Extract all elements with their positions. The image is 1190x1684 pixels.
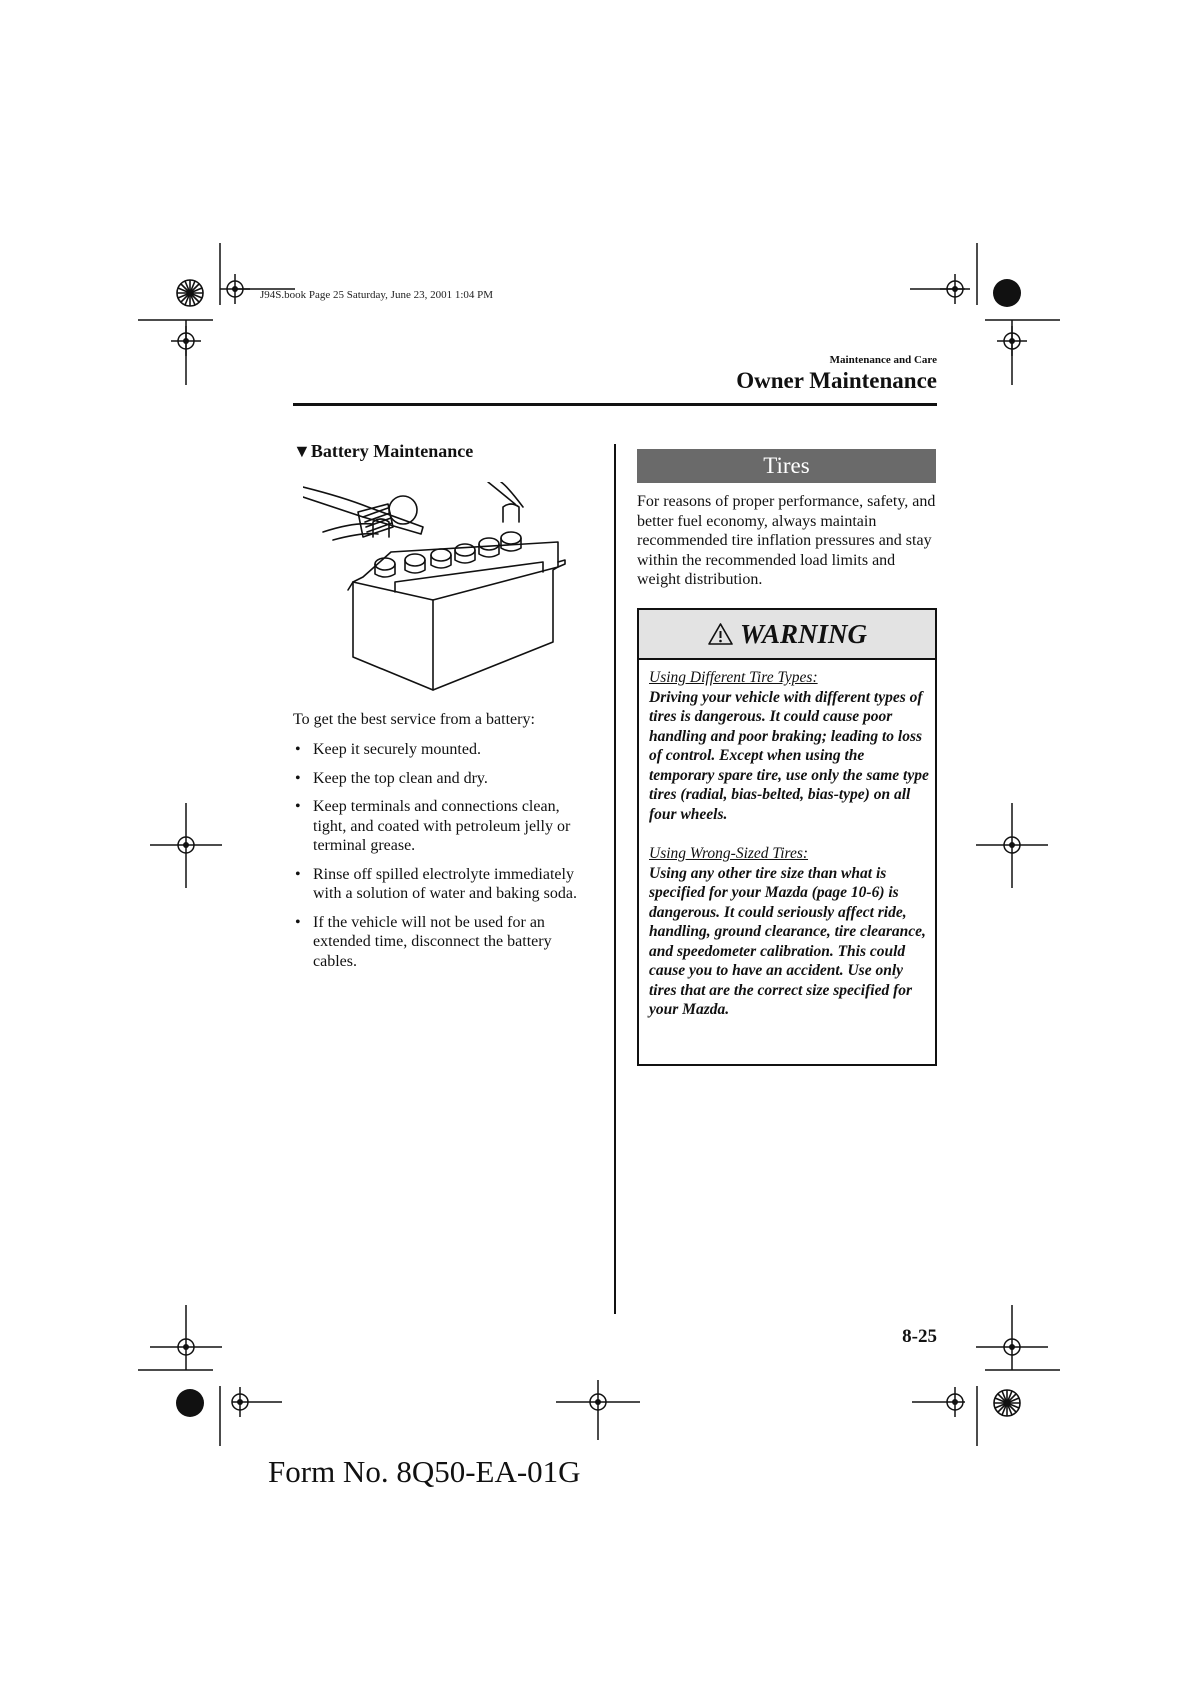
list-item: • Keep the top clean and dry. <box>293 769 593 789</box>
warning-box <box>637 608 937 1066</box>
section-label: Maintenance and Care <box>829 354 937 366</box>
warning-header <box>639 610 935 660</box>
list-item: • Rinse off spilled electrolyte immediately with a solution of water and baking soda. <box>293 865 593 904</box>
battery-intro: To get the best service from a battery: <box>293 711 535 728</box>
warning-text: Using any other tire size than what is specified for your Mazda (page 10-6) is dangerous. It could seriously affect ride, handling, ground clearance, tire clearance, and speedometer calibration. This could cause you to have an accident. Use only tires that are the correct size specified for your Mazda. <box>649 864 926 1018</box>
print-info: J94S.book Page 25 Saturday, June 23, 2001 1:04 PM <box>260 289 494 301</box>
title-divider <box>293 403 937 406</box>
warning-subtitle: Using Different Tire Types: <box>649 669 818 686</box>
tires-intro: For reasons of proper performance, safety, and better fuel economy, always maintain recommended tire inflation pressures and stay within the recommended load limits and weight distribution. <box>637 493 936 588</box>
battery-cleaning-illustration <box>303 482 593 698</box>
list-item: • Keep terminals and connections clean, tight, and coated with petroleum jelly or terminal grease. <box>293 797 593 856</box>
tires-heading: Tires <box>637 449 936 483</box>
column-divider <box>614 444 616 1314</box>
form-number: Form No. 8Q50-EA-01G <box>268 1454 581 1489</box>
warning-body <box>649 668 929 1040</box>
page-number: 8-25 <box>902 1326 937 1347</box>
warning-title: WARNING <box>739 618 868 649</box>
warning-text: Driving your vehicle with different types of tires is dangerous. It could cause poor handling and poor braking; leading to loss of control. Except when using the temporary spare tire, use only the same type tires (radial, bias-belted, bias-type) on all four wheels. <box>649 688 929 823</box>
warning-triangle-icon <box>707 622 734 646</box>
page-title: Owner Maintenance <box>736 368 937 393</box>
warning-subtitle: Using Wrong-Sized Tires: <box>649 845 809 862</box>
battery-heading: ▼Battery Maintenance <box>293 441 474 461</box>
list-item: • If the vehicle will not be used for an extended time, disconnect the battery cables. <box>293 913 593 972</box>
list-item: • Keep it securely mounted. <box>293 740 593 760</box>
battery-tips-list <box>293 740 593 980</box>
